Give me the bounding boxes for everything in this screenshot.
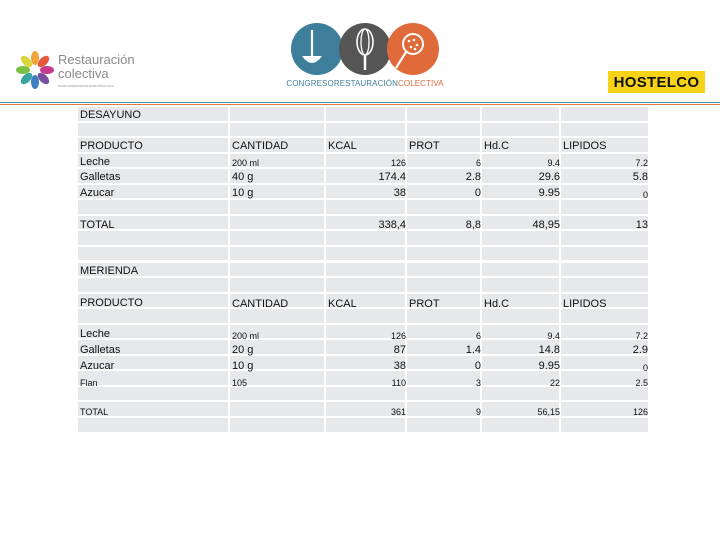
col-header-producto: PRODUCTO	[80, 140, 143, 152]
table-cell-bg	[561, 200, 648, 214]
flower-logo-icon	[14, 49, 56, 91]
table-cell-bg	[561, 247, 648, 261]
table-cell-bg	[230, 247, 324, 261]
table-cell-bg	[482, 263, 559, 277]
table-cell-bg	[78, 278, 228, 292]
col-header-prot: PROT	[409, 140, 440, 152]
table-cell-bg	[407, 418, 480, 432]
table-cell-bg	[326, 309, 405, 323]
table-row-cell-producto: Flan	[80, 378, 98, 388]
table-cell-bg	[561, 418, 648, 432]
col-header-kcal: KCAL	[328, 140, 357, 152]
table-row-cell-lipidos: 0	[642, 190, 648, 200]
table-cell-bg	[326, 107, 405, 121]
section-title-desayuno: DESAYUNO	[80, 109, 141, 121]
table-cell-bg	[230, 231, 324, 245]
total-hdc: 48,95	[532, 219, 560, 231]
table-cell-bg	[561, 123, 648, 137]
congreso-name: CONGRESORESTAURACIÓNCOLECTIVA	[286, 79, 444, 88]
table-row-cell-cantidad: 105	[232, 378, 248, 388]
table-row-cell-prot: 0	[474, 187, 481, 199]
table-cell-bg	[407, 107, 480, 121]
total-prot: 9	[475, 407, 481, 417]
table-cell-bg	[78, 418, 228, 432]
table-row-cell-hdc: 9.95	[538, 360, 560, 372]
total-prot: 8,8	[465, 219, 481, 231]
col-header-lipidos: LIPIDOS	[563, 298, 607, 310]
table-row-cell-lipidos: 2.9	[632, 344, 648, 356]
table-cell-bg	[326, 247, 405, 261]
table-cell-bg	[78, 123, 228, 137]
table-cell-bg	[407, 123, 480, 137]
col-header-hdc: Hd.C	[484, 298, 510, 310]
congreso-logo	[282, 22, 448, 94]
table-row-cell-prot: 6	[475, 331, 481, 341]
table-cell-bg	[230, 107, 324, 121]
table-row-cell-cantidad: 10 g	[232, 187, 254, 199]
table-cell-bg	[482, 309, 559, 323]
table-row-cell-kcal: 38	[393, 187, 406, 199]
table-row-cell-cantidad: 200 ml	[232, 158, 260, 168]
table-cell-bg	[407, 309, 480, 323]
total-hdc: 56,15	[537, 407, 560, 417]
table-row-cell-hdc: 9.4	[547, 158, 560, 168]
table-cell-bg	[78, 200, 228, 214]
table-cell-bg	[561, 309, 648, 323]
table-cell-bg	[326, 278, 405, 292]
hostelco-logo	[608, 71, 705, 93]
table-row-cell-producto: Leche	[80, 328, 110, 340]
table-row-cell-lipidos: 5.8	[632, 171, 648, 183]
col-header-cantidad: CANTIDAD	[232, 140, 289, 152]
table-cell-bg	[230, 418, 324, 432]
table-cell-bg	[407, 200, 480, 214]
table-cell-bg	[482, 231, 559, 245]
table-row-cell-kcal: 126	[390, 331, 406, 341]
table-row-cell-cantidad: 20 g	[232, 344, 254, 356]
table-row-cell-kcal: 110	[391, 378, 406, 388]
table-cell-bg	[561, 231, 648, 245]
table-cell-bg	[482, 200, 559, 214]
table-cell-bg	[78, 371, 228, 385]
brand-line-1: Restauración	[58, 52, 135, 67]
table-row-cell-kcal: 87	[393, 344, 406, 356]
table-row-cell-prot: 6	[475, 158, 481, 168]
table-row-cell-cantidad: 200 ml	[232, 331, 260, 341]
table-cell-bg	[407, 231, 480, 245]
table-cell-bg	[78, 309, 228, 323]
table-cell-bg	[482, 278, 559, 292]
table-row-cell-producto: Galletas	[80, 171, 121, 183]
table-cell-bg	[561, 263, 648, 277]
table-cell-bg	[230, 402, 324, 416]
table-cell-bg	[482, 418, 559, 432]
table-cell-bg	[326, 123, 405, 137]
table-row-cell-producto: Azucar	[80, 360, 115, 372]
table-cell-bg	[326, 231, 405, 245]
table-cell-bg	[230, 278, 324, 292]
col-header-kcal: KCAL	[328, 298, 357, 310]
nutrition-table	[78, 107, 650, 433]
table-row-cell-prot: 2.8	[465, 171, 481, 183]
table-row-cell-cantidad: 10 g	[232, 360, 254, 372]
table-row-cell-prot: 3	[475, 378, 481, 388]
section-title-merienda: MERIENDA	[80, 265, 139, 277]
table-row-cell-lipidos: 7.2	[635, 331, 648, 341]
table-cell-bg	[407, 278, 480, 292]
table-row-cell-prot: 1.4	[465, 344, 481, 356]
table-cell-bg	[407, 247, 480, 261]
table-cell-bg	[230, 123, 324, 137]
table-row-cell-kcal: 126	[390, 158, 406, 168]
brand-line-2: colectiva	[58, 66, 109, 81]
table-row-cell-hdc: 22	[549, 378, 560, 388]
table-cell-bg	[78, 247, 228, 261]
brand-url: www.restauracioncolectiva.com	[58, 83, 114, 88]
col-header-hdc: Hd.C	[484, 140, 510, 152]
utensils-circles-icon	[290, 22, 440, 76]
col-header-lipidos: LIPIDOS	[563, 140, 607, 152]
total-label: TOTAL	[80, 407, 109, 417]
table-row-cell-cantidad: 40 g	[232, 171, 254, 183]
table-row-cell-hdc: 29.6	[538, 171, 560, 183]
table-cell-bg	[230, 216, 324, 230]
table-row-cell-hdc: 14.8	[538, 344, 560, 356]
table-cell-bg	[482, 107, 559, 121]
table-row-cell-kcal: 38	[393, 360, 406, 372]
table-cell-bg	[561, 107, 648, 121]
col-header-prot: PROT	[409, 298, 440, 310]
table-row-cell-producto: Galletas	[80, 344, 121, 356]
table-cell-bg	[78, 231, 228, 245]
total-kcal: 338,4	[378, 219, 406, 231]
table-cell-bg	[482, 123, 559, 137]
table-cell-bg	[326, 263, 405, 277]
table-cell-bg	[482, 247, 559, 261]
table-cell-bg	[230, 263, 324, 277]
total-lipidos: 126	[632, 407, 648, 417]
hostelco-text: HOSTELCO	[613, 73, 700, 91]
table-row-cell-kcal: 174.4	[378, 171, 406, 183]
total-label: TOTAL	[80, 219, 115, 231]
table-cell-bg	[230, 200, 324, 214]
table-row-cell-hdc: 9.4	[547, 331, 560, 341]
total-kcal: 361	[390, 407, 406, 417]
col-header-cantidad: CANTIDAD	[232, 298, 289, 310]
table-row-cell-producto: Azucar	[80, 187, 115, 199]
col-header-producto: PRODUCTO	[80, 297, 143, 309]
restauracion-colectiva-logo	[14, 47, 135, 95]
table-cell-bg	[326, 418, 405, 432]
table-row-cell-hdc: 9.95	[538, 187, 560, 199]
table-cell-bg	[230, 309, 324, 323]
table-cell-bg	[561, 278, 648, 292]
table-cell-bg	[78, 387, 228, 401]
table-row-cell-producto: Leche	[80, 156, 110, 168]
table-row-cell-lipidos: 2.5	[635, 378, 648, 388]
table-row-cell-lipidos: 7.2	[635, 158, 648, 168]
table-cell-bg	[326, 200, 405, 214]
table-cell-bg	[407, 263, 480, 277]
table-row-cell-prot: 0	[474, 360, 481, 372]
table-row-cell-lipidos: 0	[642, 363, 648, 373]
total-lipidos: 13	[635, 219, 648, 231]
header-divider	[0, 102, 720, 105]
